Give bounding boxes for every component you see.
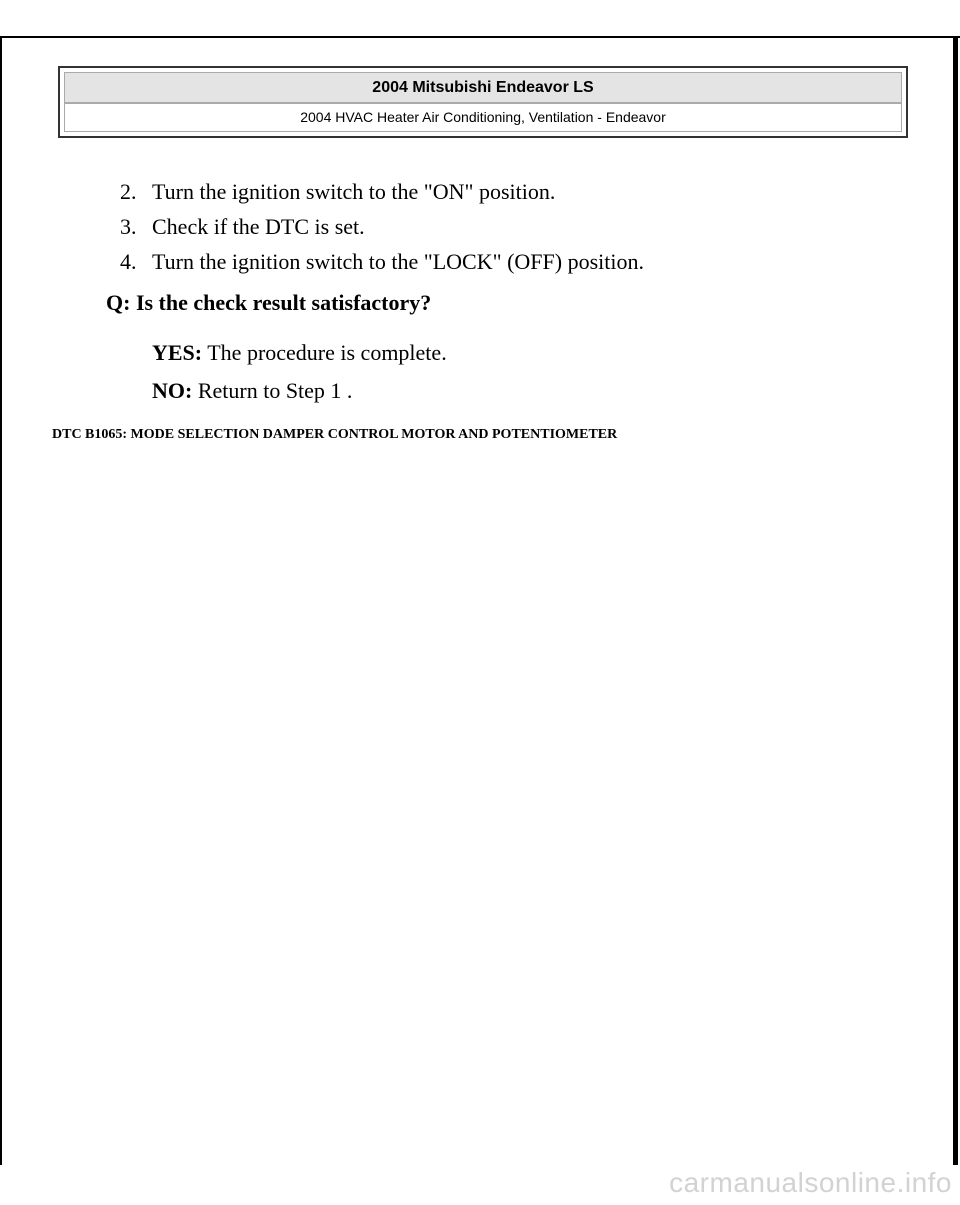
document-subtitle: 2004 HVAC Heater Air Conditioning, Ventilation - Endeavor: [64, 103, 902, 132]
answer-no: [152, 378, 352, 404]
watermark: carmanualsonline.info: [669, 1167, 952, 1198]
answer-no-text: Return to Step 1 .: [197, 378, 353, 403]
answer-yes-text: The procedure is complete.: [207, 340, 447, 365]
step-text: Turn the ignition switch to the "ON" position.: [152, 179, 556, 204]
procedure-steps: [120, 174, 644, 279]
section-heading: DTC B1065: MODE SELECTION DAMPER CONTROL MOTOR AND POTENTIOMETER: [52, 427, 618, 442]
procedure-step: [120, 174, 644, 209]
document-title: 2004 Mitsubishi Endeavor LS: [64, 72, 902, 103]
answer-yes: [152, 340, 447, 366]
page-border-left: [0, 36, 2, 1165]
page-border-top: [0, 36, 960, 38]
step-number: 4.: [120, 249, 137, 274]
step-number: 3.: [120, 214, 137, 239]
procedure-step: [120, 209, 644, 244]
check-question: Q: Is the check result satisfactory?: [106, 290, 432, 315]
step-text: Turn the ignition switch to the "LOCK" (OFF) position.: [152, 249, 645, 274]
answer-no-label: NO:: [152, 378, 193, 403]
step-text: Check if the DTC is set.: [152, 214, 365, 239]
step-number: 2.: [120, 179, 137, 204]
page-border-right: [953, 36, 958, 1165]
answer-yes-label: YES:: [152, 340, 203, 365]
procedure-step: [120, 244, 644, 279]
document-header: [58, 66, 908, 138]
